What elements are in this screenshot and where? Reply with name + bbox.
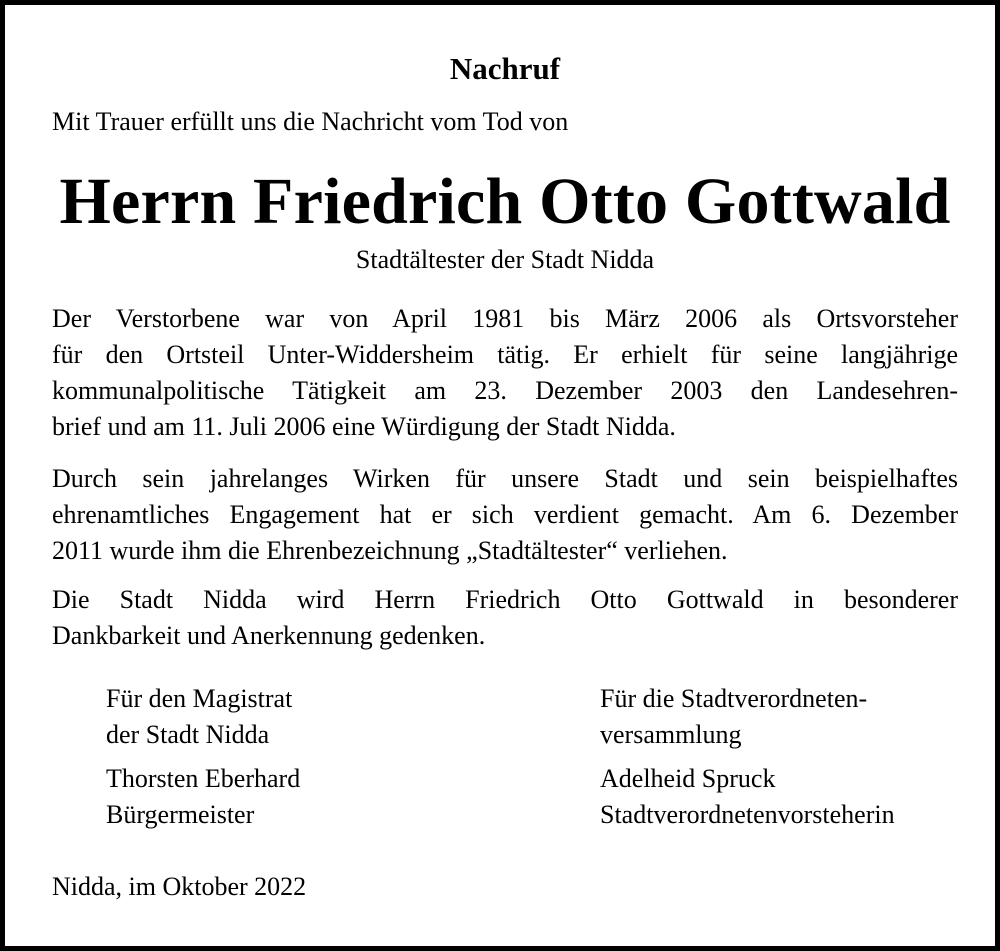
paragraph-line: ehrenamtliches Engagement hat er sich verdient gemacht. Am 6. Dezember	[52, 500, 958, 529]
signature-body-line: Für den Magistrat	[106, 684, 293, 713]
paragraph-line: 2011 wurde ihm die Ehrenbezeichnung „Stadtältester“ verliehen.	[52, 536, 728, 565]
paragraph-line: Durch sein jahrelanges Wirken für unsere Stadt und sein beispielhaftes	[52, 464, 958, 493]
paragraph-line: Die Stadt Nidda wird Herrn Friedrich Otto Gottwald in besonderer	[52, 585, 958, 614]
paragraph-line: für den Ortsteil Unter-Widdersheim tätig. Er erhielt für seine langjährige	[52, 340, 958, 369]
paragraph-line: kommunalpolitische Tätigkeit am 23. Dezember 2003 den Landesehren-	[52, 376, 958, 405]
paragraph-line: Der Verstorbene war von April 1981 bis März 2006 als Ortsvorsteher	[52, 304, 958, 333]
signature-role: Bürgermeister	[106, 800, 255, 829]
signature-body-line: Für die Stadtverordneten-	[600, 684, 868, 713]
signature-magistrat	[106, 681, 300, 833]
signature-body-line: versammlung	[600, 720, 742, 749]
honorary-title: Stadtältester der Stadt Nidda	[355, 245, 655, 274]
paragraph-career	[52, 301, 958, 445]
signature-person: Thorsten Eberhard	[106, 764, 301, 793]
place-date: Nidda, im Oktober 2022	[52, 872, 307, 901]
signature-person: Adelheid Spruck	[600, 764, 776, 793]
signature-role: Stadtverordnetenvorsteherin	[600, 800, 895, 829]
deceased-name: Herrn Friedrich Otto Gottwald	[59, 165, 951, 238]
paragraph-remembrance	[52, 582, 958, 654]
signature-stadtverordnetenversammlung	[600, 681, 895, 833]
intro-text: Mit Trauer erfüllt uns die Nachricht vom Tod von	[52, 107, 569, 136]
notice-heading: Nachruf	[449, 51, 561, 86]
paragraph-honor	[52, 461, 958, 569]
signature-body-line: der Stadt Nidda	[106, 720, 270, 749]
paragraph-line: Dankbarkeit und Anerkennung gedenken.	[52, 621, 486, 650]
paragraph-line: brief und am 11. Juli 2006 eine Würdigung der Stadt Nidda.	[52, 412, 676, 441]
